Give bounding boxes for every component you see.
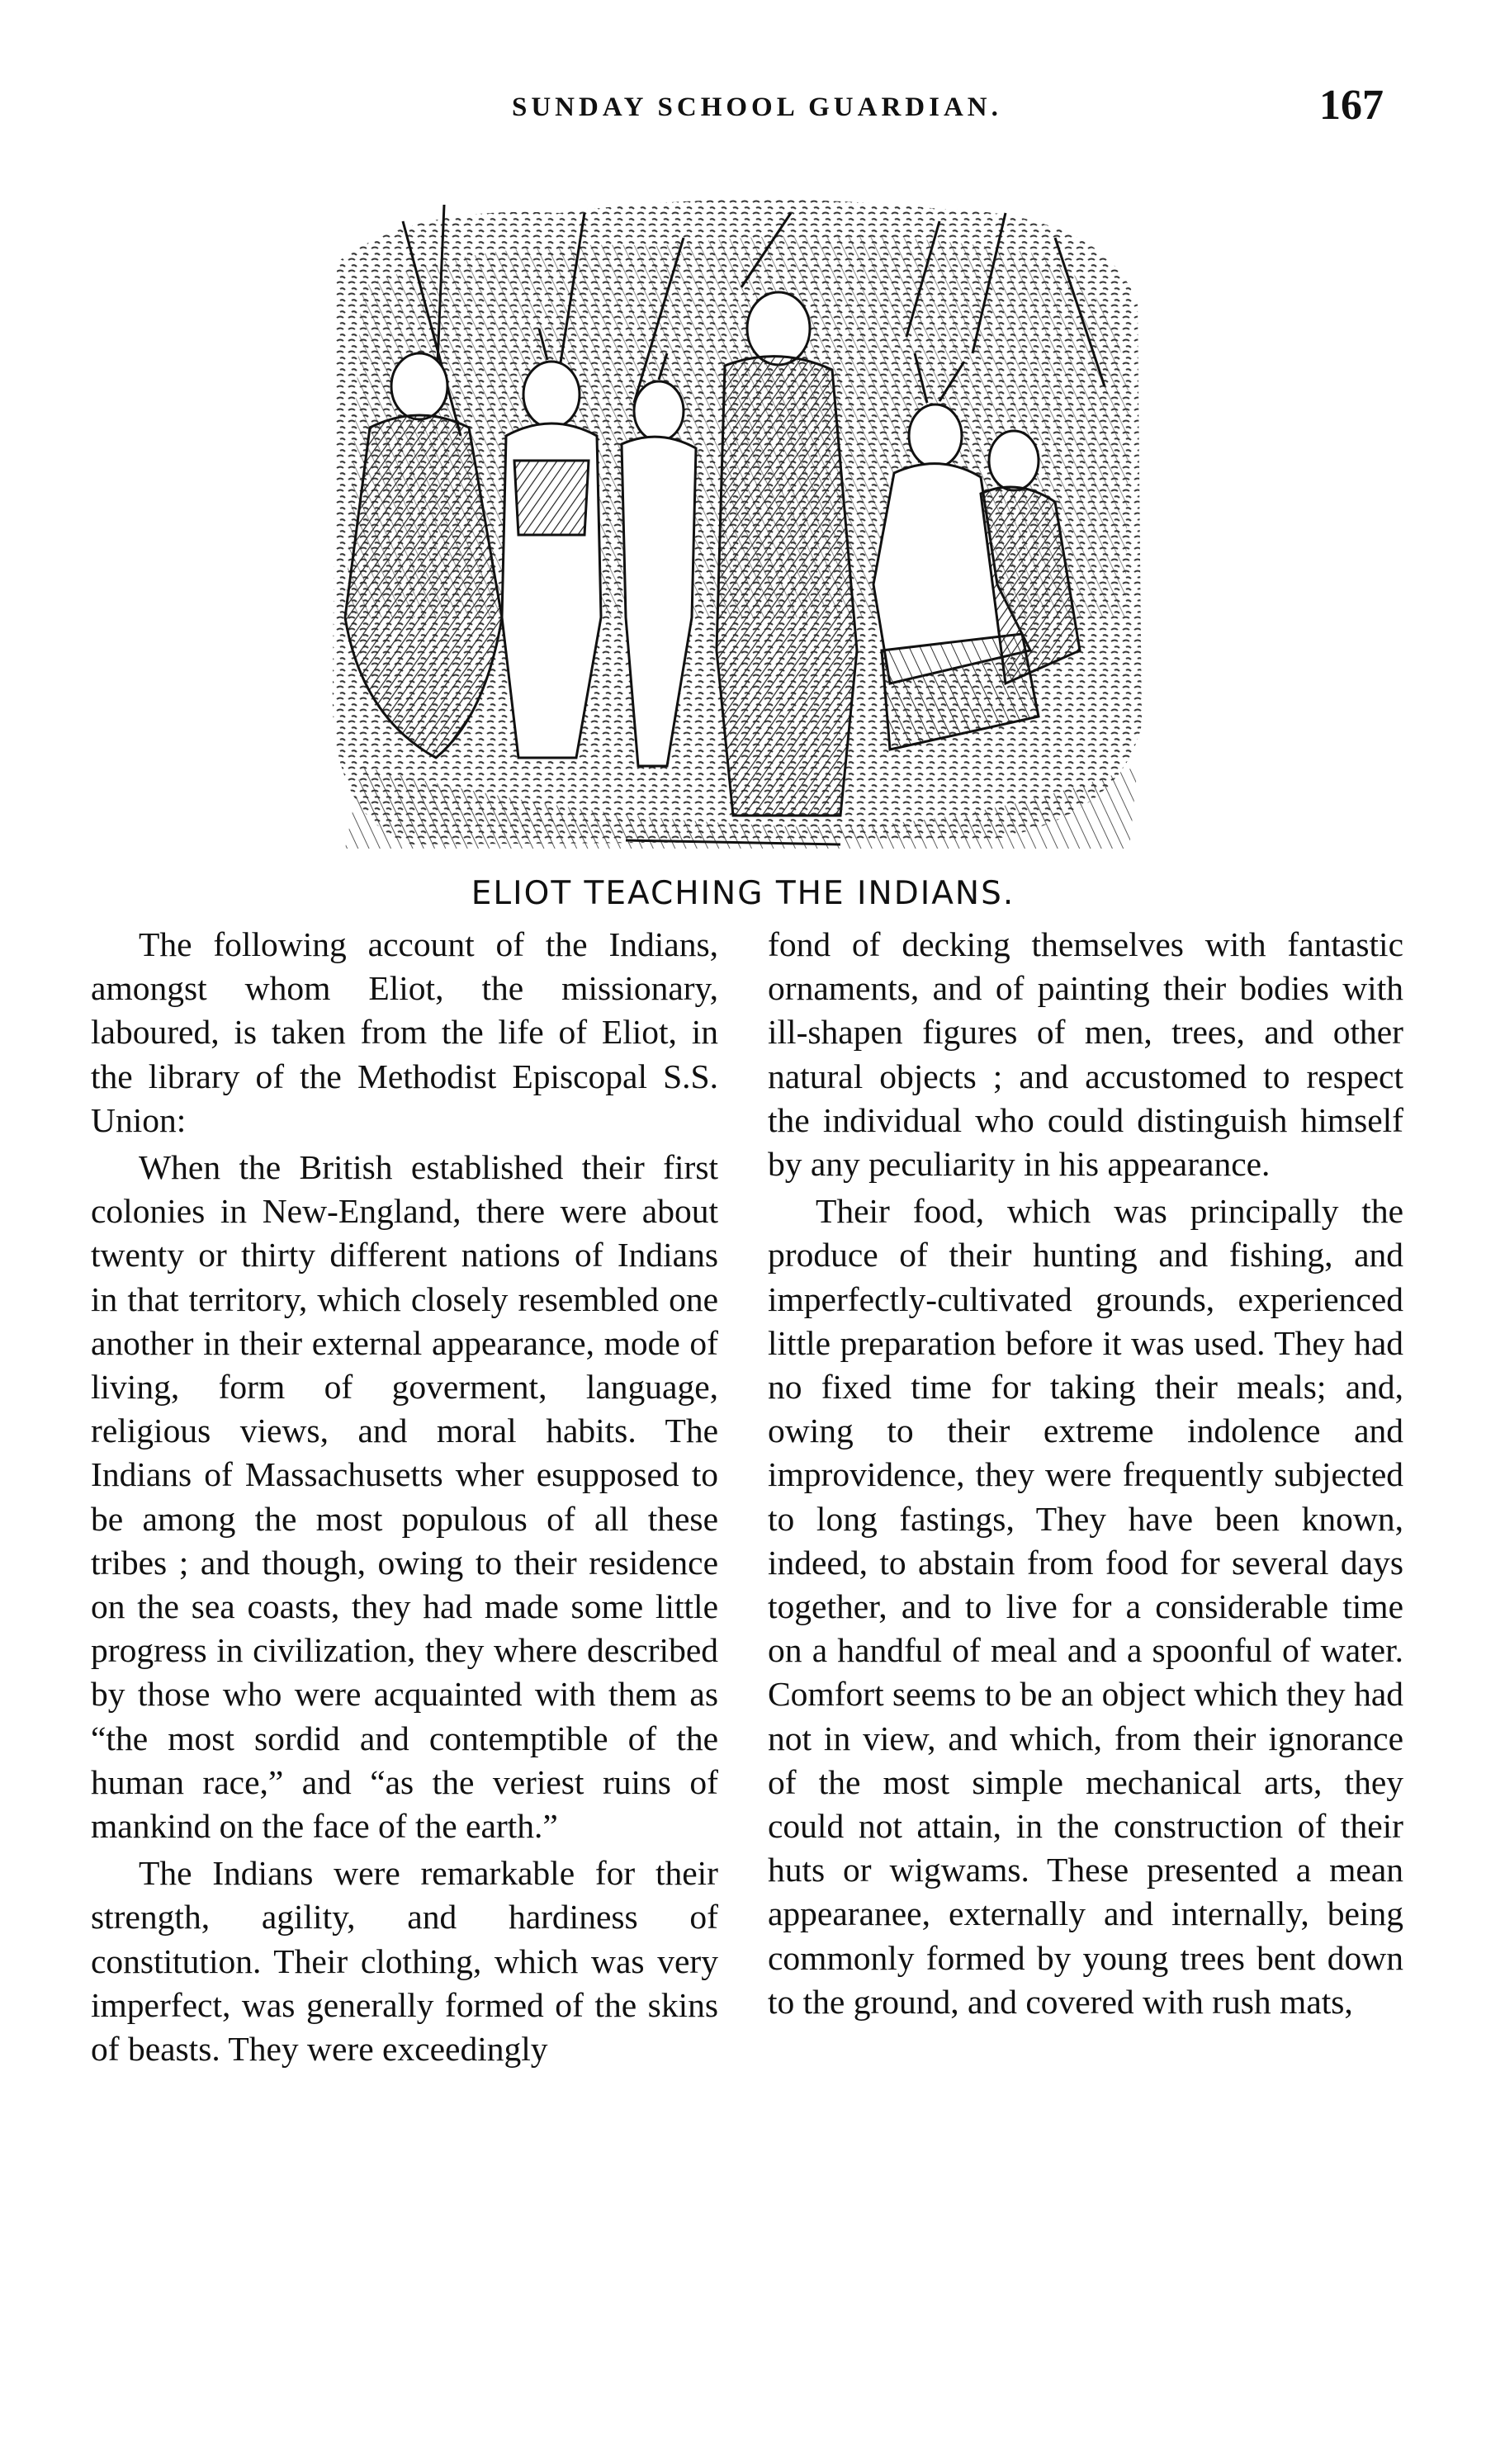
- paragraph: Their food, which was principally the produce of their hunting and fishing, and imperfectly-cultivated grounds, experienced little preparation before it was used. They had no fixed time for taking their meals; and, owing to their extreme indolence and improvidence, they were frequently subjected to long fastings, They have been known, indeed, to abstain from food for several days together, and to live for a considerable time on a handful of meal and a spoonful of water. Comfort seems to be an object which they had not in view, and which, from their ignorance of the most simple mechanical arts, they could not attain, in the construction of their huts or wigwams. These presented a mean appearanee, externally and internally, being commonly formed by young trees bent down to the ground, and covered with rush mats,: [768, 1192, 1403, 2021]
- paragraph: When the British established their first colonies in New-England, there were about twenty or thirty different nations of Indians in that territory, which closely resembled one another in their external appearance, mode of living, form of goverment, language, religious views, and moral habits. The Indians of Massachusetts wher esupposed to be among the most populous of all these tribes ; and though, owing to their residence on the sea coasts, they had made some little progress in civilization, they where described by those who were acquainted with them as “the most sordid and contemptible of the human race,” and “as the veriest ruins of mankind on the face of the earth.”: [91, 1148, 718, 1846]
- paragraph: The Indians were remarkable for their strength, agility, and hardiness of constitution. Their clothing, which was very imperfect, was generally formed of the skins of beasts. They were exceedingly: [91, 1854, 718, 2069]
- paragraph: The following account of the Indians, amongst whom Eliot, the missionary, laboured, is taken from the life of Eliot, in the library of the Methodist Episcopal S.S. Union:: [91, 925, 718, 1139]
- engraving-illustration: [312, 188, 1158, 865]
- page-number: 167: [1319, 82, 1384, 129]
- paragraph: fond of decking themselves with fantastic ornaments, and of painting their bodies with ill-shapen figures of men, trees, and other natural objects ; and accustomed to respect the individual who could distinguish himself by any peculiarity in his appearance.: [768, 925, 1403, 1184]
- running-head: SUNDAY SCHOOL GUARDIAN.: [512, 92, 1002, 122]
- right-column: [768, 923, 1403, 2024]
- left-column: [91, 923, 718, 2071]
- illustration-caption: ELIOT TEACHING THE INDIANS.: [471, 875, 1015, 912]
